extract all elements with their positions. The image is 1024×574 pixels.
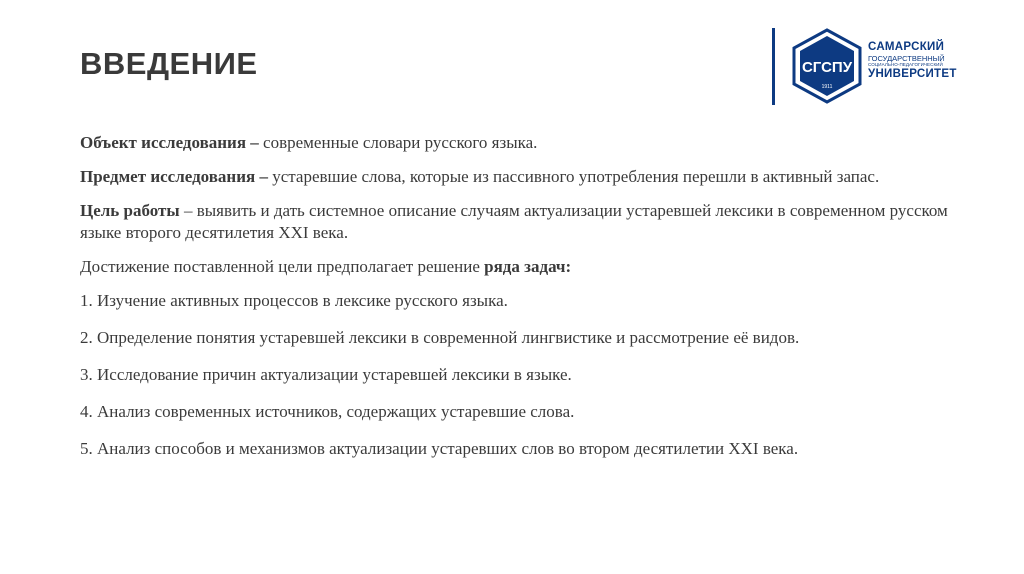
subject-text: устаревшие слова, которые из пассивного употребления перешли в активный запас. [267, 167, 880, 186]
task-list [80, 290, 960, 460]
task-item: 2. Определение понятия устаревшей лексики в современной лингвистике и рассмотрение её видов. [80, 328, 800, 347]
object-label: Объект исследования – [80, 133, 259, 152]
emblem-year: 1911 [821, 84, 833, 90]
emblem-text: СГСПУ [801, 59, 853, 76]
task-item: 1. Изучение активных процессов в лексике русского языка. [80, 291, 508, 310]
subject-paragraph [80, 166, 960, 188]
goal-label: Цель работы [80, 201, 180, 220]
task-item: 3. Исследование причин актуализации устаревшей лексики в языке. [80, 365, 572, 384]
university-emblem-icon [790, 28, 864, 104]
object-text: современные словари русского языка. [258, 133, 538, 152]
university-name [868, 42, 978, 80]
logo-line-1: САМАРСКИЙ [868, 41, 945, 53]
task-item: 5. Анализ способов и механизмов актуализации устаревших слов во втором десятилетии XXI века. [80, 439, 799, 458]
tasks-intro-text: Достижение поставленной цели предполагает решение [80, 257, 485, 276]
logo-line-2: ГОСУДАРСТВЕННЫЙ [868, 53, 945, 63]
slide-title: ВВЕДЕНИЕ [80, 46, 258, 81]
logo-line-4: УНИВЕРСИТЕТ [868, 67, 957, 80]
slide-body [80, 132, 960, 475]
logo-line-3: СОЦИАЛЬНО-ПЕДАГОГИЧЕСКИЙ [868, 62, 943, 67]
goal-text: – выявить и дать системное описание случаям актуализации устаревшей лексики в современном русском языке второго десятилетия XXI века. [80, 201, 948, 242]
task-item: 4. Анализ современных источников, содержащих устаревшие слова. [80, 402, 575, 421]
object-paragraph [80, 132, 960, 154]
subject-label: Предмет исследования – [80, 167, 268, 186]
goal-paragraph [80, 200, 960, 244]
logo-divider [772, 28, 775, 105]
tasks-intro [80, 256, 960, 278]
tasks-intro-bold: ряда задач: [484, 257, 572, 276]
